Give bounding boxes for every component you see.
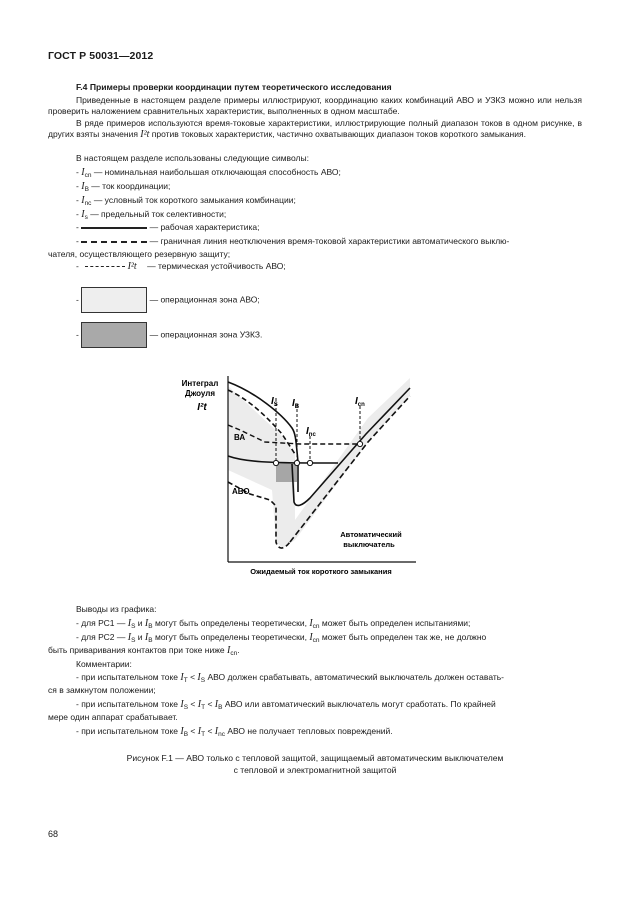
light-zone-swatch [81, 287, 147, 313]
caption-line-2: с тепловой и электромагнитной защитой [233, 765, 397, 775]
label-avo: АВО [232, 487, 250, 496]
dashed-line-sample [81, 241, 147, 243]
label-icn: $I_{cn}$ [355, 396, 365, 408]
comment-2-cont: мере один аппарат срабатывает. [48, 712, 178, 722]
legend-zone-avo: - — операционная зона АВО; [76, 287, 260, 313]
label-is: $I_S$ [271, 396, 278, 408]
symbol-boundary-curve: - — граничная линия неотключения время-токовой характеристики автоматического выклю- [76, 236, 510, 246]
solid-line-sample [81, 227, 147, 229]
point-icn [357, 441, 362, 446]
symbol-boundary-cont: чателя, осуществляющего резервную защиту; [48, 249, 231, 259]
symbol-ib: - $I_B$ — ток координации; [76, 181, 171, 193]
label-ba: ВА [234, 433, 246, 442]
x-axis-label: Ожидаемый ток короткого замыкания [250, 567, 392, 576]
label-breaker-2: выключатель [343, 540, 395, 549]
symbol-thermal: - I²t — термическая устойчивость АВО; [76, 261, 286, 272]
legend-zone-uzkz: - — операционная зона УЗКЗ. [76, 322, 262, 348]
dashdot-line-sample [85, 266, 125, 267]
symbols-intro: В настоящем разделе использованы следующие символы: [76, 153, 309, 163]
document-header: ГОСТ Р 50031—2012 [48, 50, 154, 62]
figure-caption [48, 752, 582, 776]
comment-2: - при испытательном токе $I_S < I_T < I_B$ АВО или автоматический выключатель могут сработать. По крайней [76, 699, 496, 711]
point-is [273, 460, 278, 465]
label-ib: $I_B$ [292, 398, 300, 410]
symbol-icn: - $I_{cn}$ — номинальная наибольшая отключающая способность АВО; [76, 167, 341, 179]
conclusions-title: Выводы из графика: [76, 604, 157, 614]
paragraph-curves: В ряде примеров используются время-токовые характеристики, иллюстрирующие полный диапазон токов в одном рисунке, в других взяты значения I²t против токовых характеристик, частично охватывающих диапазон токов короткого замыкания. [48, 118, 582, 141]
coordination-diagram [170, 370, 430, 585]
point-inc [307, 460, 312, 465]
caption-line-1: Рисунок F.1 — АВО только с тепловой защитой, защищаемый автоматическим выключателем [126, 753, 504, 763]
comment-3: - при испытательном токе $I_B < I_T < I_{nc}$ АВО не получает тепловых повреждений. [76, 726, 393, 738]
dark-zone [276, 463, 297, 482]
symbol-is: - $I_s$ — предельный ток селективности; [76, 209, 227, 221]
symbol-inc: - $I_{nc}$ — условный ток короткого замыкания комбинации; [76, 195, 296, 207]
y-label-line1: Интеграл [181, 379, 219, 388]
symbol-working-curve: - — рабочая характеристика; [76, 222, 260, 232]
comments-title: Комментарии: [76, 659, 132, 669]
conclusion-pc1: - для РС1 — $I_S$ и $I_B$ могут быть определены теоретически, $I_{cn}$ может быть определен испытаниями; [76, 618, 471, 630]
y-label-line2: Джоуля [184, 389, 216, 398]
comment-1: - при испытательном токе $I_T < I_S$ АВО должен срабатывать, автоматический выключатель должен оставать- [76, 672, 505, 684]
label-breaker-1: Автоматический [340, 530, 402, 539]
comment-1-cont: ся в замкнутом положении; [48, 685, 156, 695]
page-number: 68 [48, 829, 59, 839]
conclusion-pc2: - для РС2 — $I_S$ и $I_B$ могут быть определены теоретически, $I_{cn}$ может быть определен так же, не должно [76, 632, 487, 644]
intro-paragraph: Приведенные в настоящем разделе примеры иллюстрируют, координацию каких комбинаций АВО и УЗКЗ можно или нельзя проверить наложением сравнительных характеристик, выполненных в одном масштабе. [48, 95, 582, 117]
label-inc: $I_{nc}$ [306, 426, 316, 438]
conclusion-pc2-cont: быть приваривания контактов при токе ниже $I_{cn}$. [48, 645, 240, 657]
y-label-line3: I²t [197, 402, 207, 413]
section-title: F.4 Примеры проверки координации путем теоретического исследования [76, 82, 392, 92]
breaker-lower-boundary [290, 396, 410, 542]
point-ib [294, 460, 299, 465]
dark-zone-swatch [81, 322, 147, 348]
